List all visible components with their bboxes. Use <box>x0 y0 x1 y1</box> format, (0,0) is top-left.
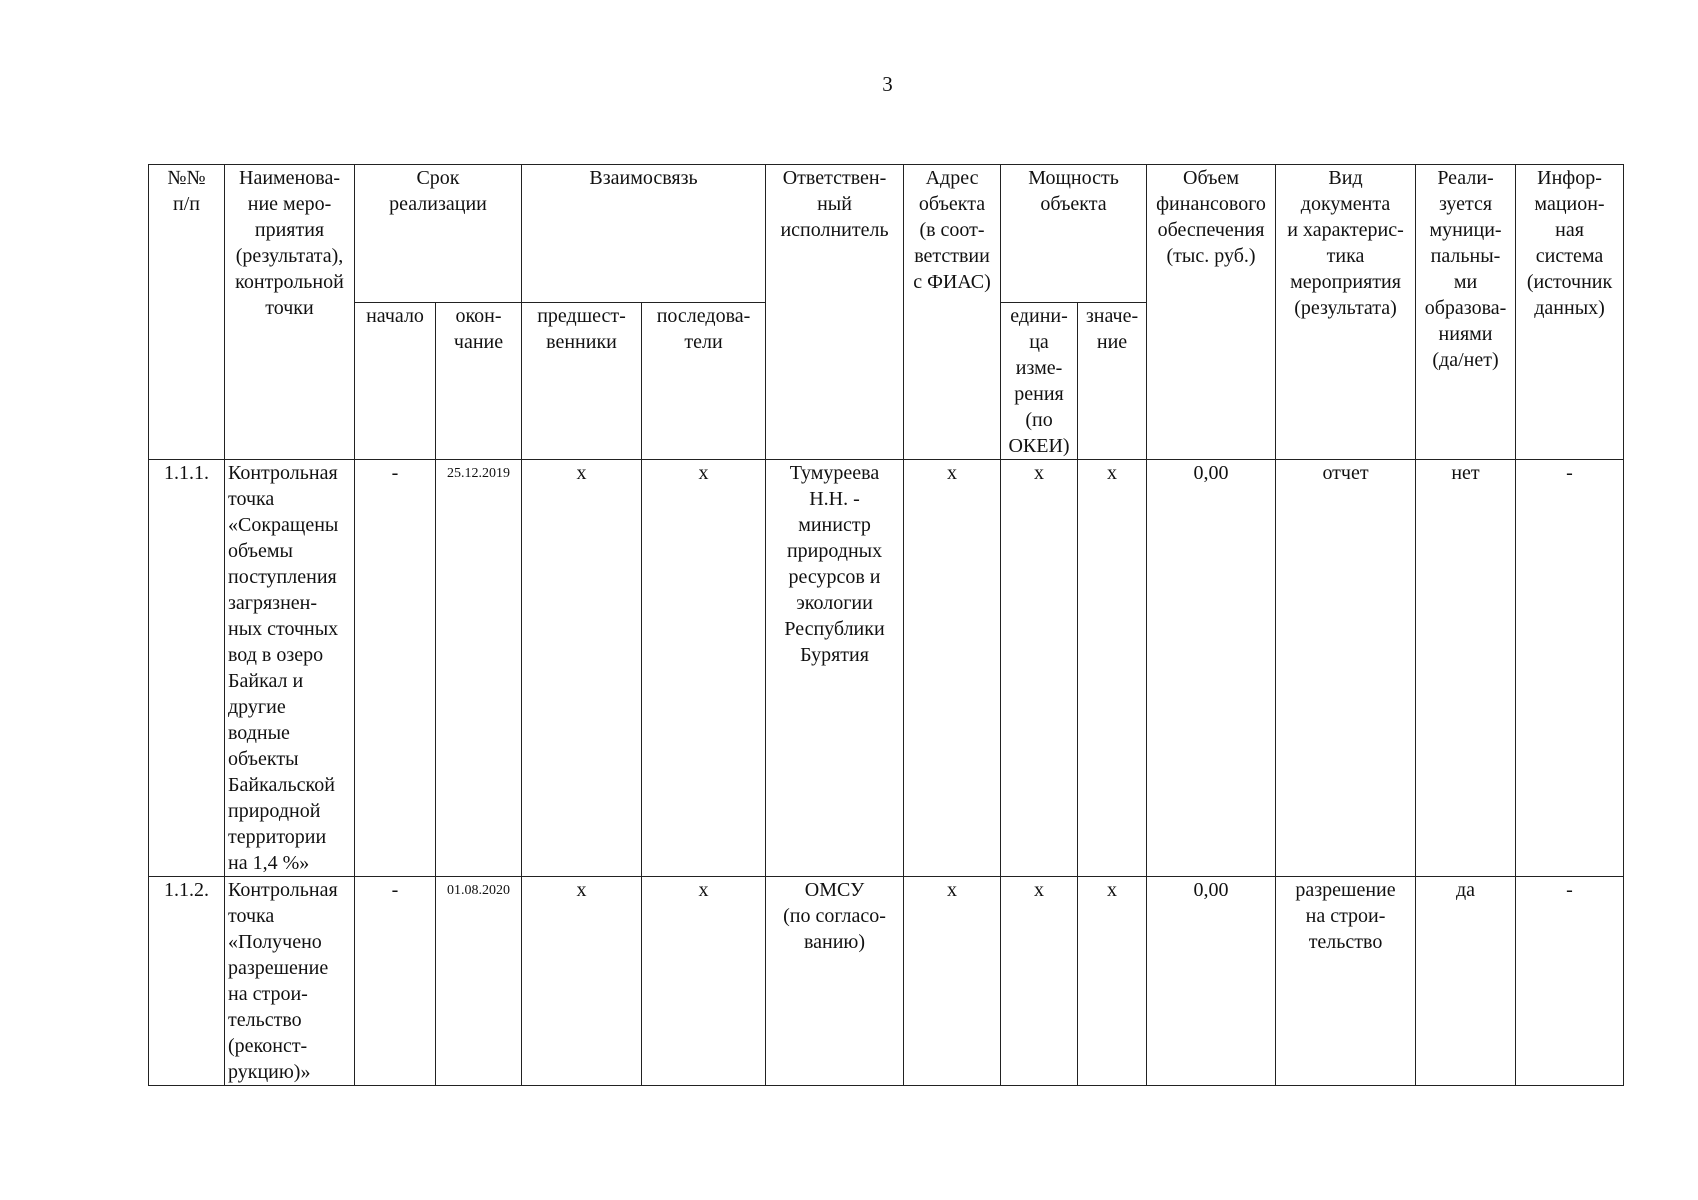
row-prev: х <box>522 460 642 877</box>
row-start: - <box>355 460 436 877</box>
row-name: Контрольная точка «Получено разрешение на строи- тельство (реконст- рукцию)» <box>225 877 355 1086</box>
table-row <box>149 460 1624 877</box>
row-finance: 0,00 <box>1147 460 1276 877</box>
page-number: 3 <box>882 72 893 96</box>
header-relation-next: последова- тели <box>642 303 766 460</box>
control-points-table <box>148 164 1624 1086</box>
row-start: - <box>355 877 436 1086</box>
header-period-end: окон- чание <box>436 303 522 460</box>
row-unit: х <box>1001 877 1078 1086</box>
row-value: х <box>1078 877 1147 1086</box>
row-responsible: ОМСУ (по согласо- ванию) <box>766 877 904 1086</box>
header-name: Наименова- ние меро- приятия (результата), контрольной точки <box>225 165 355 460</box>
header-info-system: Инфор- мацион- ная система (источник данных) <box>1516 165 1624 460</box>
row-municipal: да <box>1416 877 1516 1086</box>
header-responsible: Ответствен- ный исполнитель <box>766 165 904 460</box>
row-finance: 0,00 <box>1147 877 1276 1086</box>
row-end: 25.12.2019 <box>436 460 522 877</box>
row-next: х <box>642 460 766 877</box>
row-next: х <box>642 877 766 1086</box>
header-num: №№ п/п <box>149 165 225 460</box>
header-capacity-value: значе- ние <box>1078 303 1147 460</box>
row-prev: х <box>522 877 642 1086</box>
header-relation: Взаимосвязь <box>522 165 766 303</box>
row-name: Контрольная точка «Сокращены объемы поступления загрязнен- ных сточных вод в озеро Байкал и другие водные объекты Байкальской природной территории на 1,4 %» <box>225 460 355 877</box>
header-document: Вид документа и характерис- тика мероприятия (результата) <box>1276 165 1416 460</box>
header-period-start: начало <box>355 303 436 460</box>
header-period: Срок реализации <box>355 165 522 303</box>
header-finance: Объем финансового обеспечения (тыс. руб.) <box>1147 165 1276 460</box>
row-responsible: Тумуреева Н.Н. - министр природных ресурсов и экологии Республики Бурятия <box>766 460 904 877</box>
row-value: х <box>1078 460 1147 877</box>
header-capacity: Мощность объекта <box>1001 165 1147 303</box>
row-info-system: - <box>1516 877 1624 1086</box>
row-document: отчет <box>1276 460 1416 877</box>
header-address: Адрес объекта (в соот- ветствии с ФИАС) <box>904 165 1001 460</box>
row-info-system: - <box>1516 460 1624 877</box>
row-unit: х <box>1001 460 1078 877</box>
header-relation-prev: предшест- венники <box>522 303 642 460</box>
row-end: 01.08.2020 <box>436 877 522 1086</box>
row-number: 1.1.1. <box>149 460 225 877</box>
row-number: 1.1.2. <box>149 877 225 1086</box>
table-row <box>149 877 1624 1086</box>
header-capacity-unit: едини- ца изме- рения (по ОКЕИ) <box>1001 303 1078 460</box>
header-municipal: Реали- зуется муници- пальны- ми образова- ниями (да/нет) <box>1416 165 1516 460</box>
row-municipal: нет <box>1416 460 1516 877</box>
header-row-top <box>149 165 1624 303</box>
row-document: разрешение на строи- тельство <box>1276 877 1416 1086</box>
row-address: х <box>904 877 1001 1086</box>
row-address: х <box>904 460 1001 877</box>
